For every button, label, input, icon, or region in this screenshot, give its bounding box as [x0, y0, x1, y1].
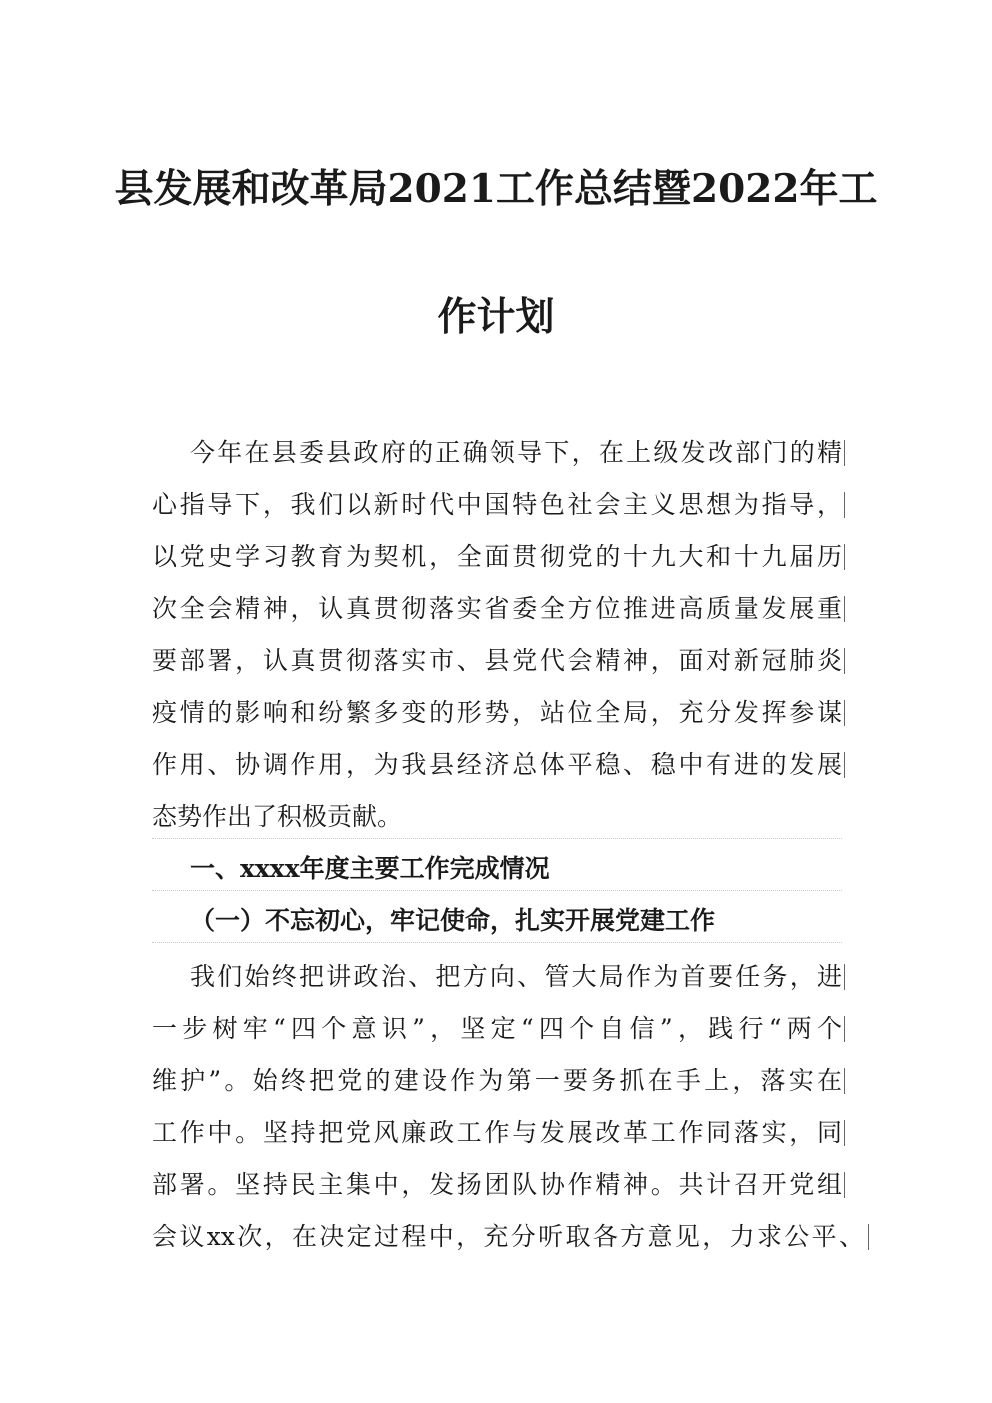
paragraph-1-line-6: 疫情的影响和纷繁多变的形势，站位全局，充分发挥参谋	[152, 698, 842, 727]
margin-mark	[844, 700, 845, 726]
margin-mark	[844, 440, 845, 466]
paragraph-1-line-2: 心指导下，我们以新时代中国特色社会主义思想为指导，	[152, 490, 842, 519]
section-heading-1: 一、xxxx年度主要工作完成情况	[190, 854, 550, 883]
paragraph-2-line-2: 一步树牢“四个意识”，坚定“四个自信”，践行“两个	[152, 1014, 842, 1043]
section-heading-2: （一）不忘初心，牢记使命，扎实开展党建工作	[190, 906, 716, 935]
margin-mark	[844, 752, 845, 778]
document-title-line-1: 县发展和改革局2021工作总结暨2022年工	[114, 166, 878, 212]
margin-mark	[844, 964, 845, 990]
margin-mark	[844, 1016, 845, 1042]
margin-mark	[844, 1120, 845, 1146]
paragraph-2-line-6: 会议xx次，在决定过程中，充分听取各方意见，力求公平、	[152, 1222, 864, 1251]
paragraph-1-line-4: 次全会精神，认真贯彻落实省委全方位推进高质量发展重	[152, 594, 842, 623]
paragraph-2-line-5: 部署。坚持民主集中，发扬团队协作精神。共计召开党组	[152, 1170, 842, 1199]
paragraph-1-line-5: 要部署，认真贯彻落实市、县党代会精神，面对新冠肺炎	[152, 646, 842, 675]
margin-mark	[844, 492, 845, 518]
margin-mark	[844, 1172, 845, 1198]
paragraph-1-line-7: 作用、协调作用，为我县经济总体平稳、稳中有进的发展	[152, 750, 842, 779]
paragraph-2-line-3: 维护”。始终把党的建设作为第一要务抓在手上，落实在	[152, 1066, 842, 1095]
paragraph-2-line-1: 我们始终把讲政治、把方向、管大局作为首要任务，进	[190, 962, 842, 991]
margin-mark	[844, 596, 845, 622]
dotted-separator	[152, 942, 842, 943]
margin-mark	[844, 1068, 845, 1094]
margin-mark	[868, 1224, 869, 1250]
paragraph-2-line-4: 工作中。坚持把党风廉政工作与发展改革工作同落实，同	[152, 1118, 842, 1147]
margin-mark	[844, 544, 845, 570]
paragraph-1-line-1: 今年在县委县政府的正确领导下，在上级发改部门的精	[190, 438, 842, 467]
margin-mark	[844, 648, 845, 674]
dotted-separator	[152, 890, 842, 891]
dotted-separator	[152, 838, 842, 839]
paragraph-1-line-3: 以党史学习教育为契机，全面贯彻党的十九大和十九届历	[152, 542, 842, 571]
document-title-line-2: 作计划	[437, 294, 555, 340]
paragraph-1-line-8: 态势作出了积极贡献。	[152, 802, 403, 831]
